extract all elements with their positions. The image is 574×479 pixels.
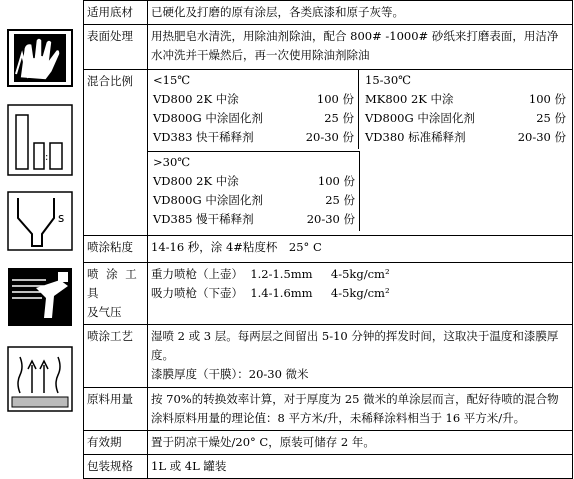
value-shelf: 置于阴凉干燥处/20° C，原装可储存 2 年。 <box>148 431 573 455</box>
mix-low-title: <15℃ <box>153 73 191 87</box>
label-viscosity: 喷涂粘度 <box>84 236 148 263</box>
row-shelf <box>84 431 573 455</box>
mixing-top <box>148 70 572 149</box>
row-spray <box>84 263 573 325</box>
spray-line-2: 吸力喷枪（下壶） 1.4-1.6mm 4-5kg/cm² <box>151 286 390 300</box>
mix-low-item: VD800G 中涂固化剂 25 份 <box>153 111 354 125</box>
label-pack: 包装规格 <box>84 455 148 479</box>
mix-mid-item: VD380 标准稀释剂 20-30 份 <box>365 130 566 144</box>
drying-heat-icon <box>6 345 74 413</box>
label-process: 喷涂工艺 <box>84 325 148 388</box>
value-substrate: 已硬化及打磨的原有涂层，各类底漆和原子灰等。 <box>148 1 573 25</box>
svg-text:s: s <box>58 211 65 225</box>
label-substrate: 适用底材 <box>84 1 148 25</box>
row-usage <box>84 388 573 431</box>
icon-column <box>0 0 84 473</box>
mix-high-title: >30℃ <box>153 155 191 169</box>
spray-cup-icon <box>6 190 74 252</box>
label-mixing: 混合比例 <box>84 70 148 236</box>
mix-low-item: VD800 2K 中涂 100 份 <box>153 92 354 106</box>
mix-mid-item: VD800G 中涂固化剂 25 份 <box>365 111 566 125</box>
mix-mid <box>359 70 572 149</box>
mix-high <box>148 151 360 231</box>
mix-low <box>148 70 359 149</box>
row-surface <box>84 25 573 70</box>
mix-low-item: VD383 快干稀释剂 20-30 份 <box>153 130 354 144</box>
mix-high-item: VD800 2K 中涂 100 份 <box>153 174 355 188</box>
spray-line-1: 重力喷枪（上壶） 1.2-1.5mm 4-5kg/cm² <box>151 267 390 281</box>
value-usage: 按 70%的转换效率计算，对于厚度为 25 微米的单涂层而言，配好待喷的混合物涂料原料用量的理论值：8 平方米/升，未稀释涂料相当于 16 平方米/升。 <box>148 388 573 431</box>
value-pack: 1L 或 4L 罐装 <box>148 455 573 479</box>
process-line-1: 湿喷 2 或 3 层。每两层之间留出 5-10 分钟的挥发时间，这取决于温度和漆膜厚度。 <box>151 329 559 362</box>
value-process <box>148 325 573 388</box>
mix-mid-title: 15-30℃ <box>365 73 412 87</box>
label-shelf: 有效期 <box>84 431 148 455</box>
label-surface: 表面处理 <box>84 25 148 70</box>
row-mixing <box>84 70 573 236</box>
value-viscosity: 14-16 秒，涂 4#粘度杯 25° C <box>148 236 573 263</box>
mix-mid-item: MK800 2K 中涂 100 份 <box>365 92 566 106</box>
row-viscosity <box>84 236 573 263</box>
row-pack <box>84 455 573 479</box>
row-process <box>84 325 573 388</box>
label-spray-line2: 及气压 <box>87 305 122 319</box>
hand-cleaning-icon <box>6 28 74 88</box>
value-surface: 用热肥皂水清洗，用除油剂除油，配合 800# -1000# 砂纸来打磨表面，用洁净水冲洗并干燥然后，再一次使用除油剂除油 <box>148 25 573 70</box>
label-usage: 原料用量 <box>84 388 148 431</box>
value-mixing <box>148 70 573 236</box>
value-spray <box>148 263 573 325</box>
label-spray <box>84 263 148 325</box>
process-line-2: 漆膜厚度（干膜）：20-30 微米 <box>151 367 309 381</box>
mix-high-item: VD385 慢干稀释剂 20-30 份 <box>153 212 355 226</box>
row-substrate <box>84 1 573 25</box>
svg-text::: : <box>45 152 49 163</box>
label-spray-line1: 喷 涂 工 具 <box>87 267 139 300</box>
mixing-ratio-icon <box>6 103 74 177</box>
spec-table <box>83 0 573 479</box>
mix-high-item: VD800G 中涂固化剂 25 份 <box>153 193 355 207</box>
spray-gun-icon <box>6 266 74 328</box>
